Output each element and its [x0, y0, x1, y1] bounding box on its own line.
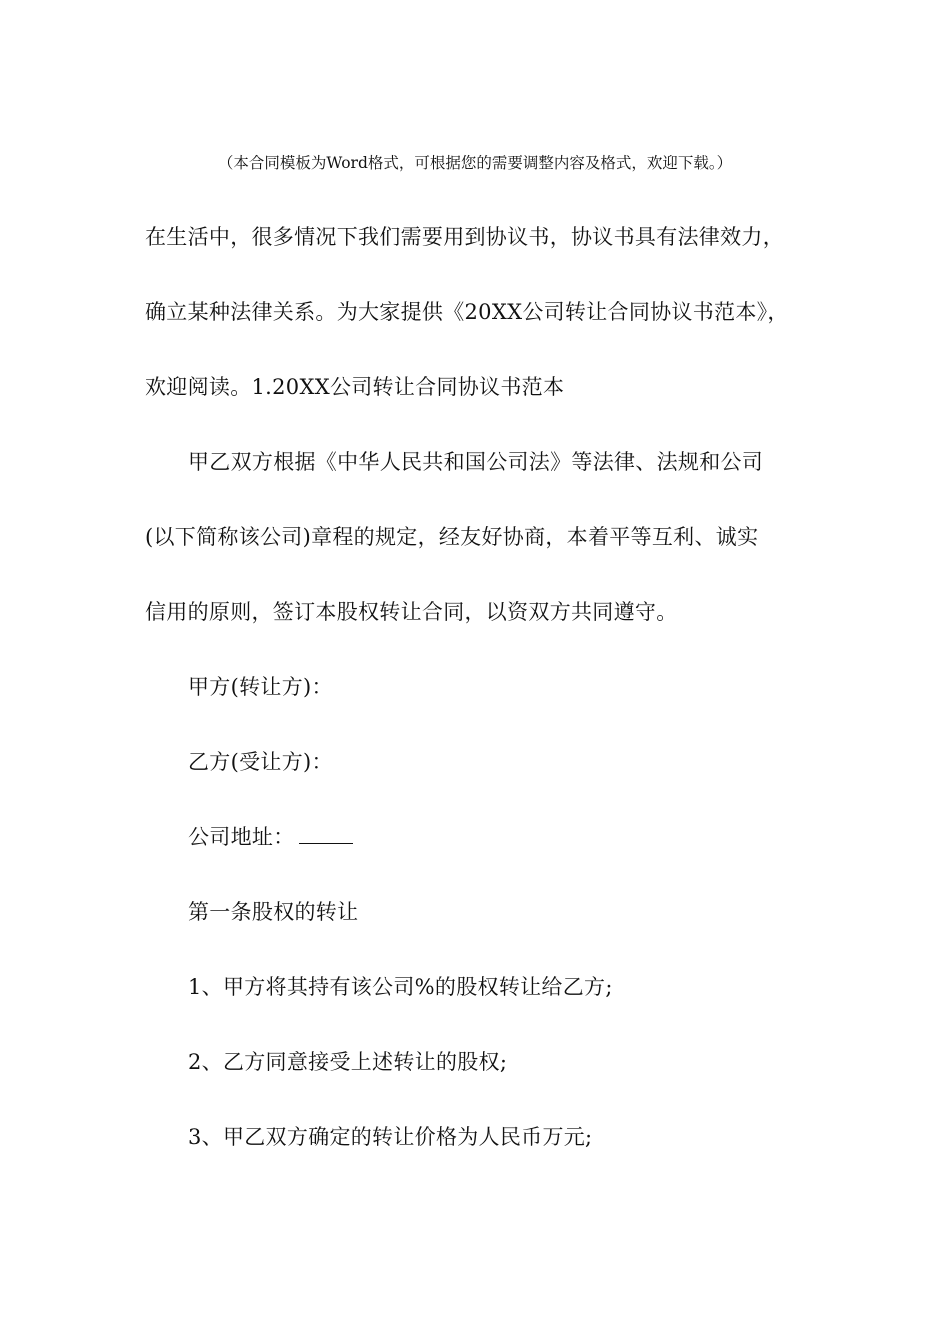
article-1-item-2: 2、乙方同意接受上述转让的股权;	[188, 1050, 508, 1074]
intro-line-3: 欢迎阅读。1.20XX公司转让合同协议书范本	[145, 375, 565, 399]
company-address-label: 公司地址：	[188, 825, 295, 849]
preamble-line-1: 甲乙双方根据《中华人民共和国公司法》等法律、法规和公司	[188, 450, 764, 474]
company-address-row	[188, 822, 353, 852]
article-1-title: 第一条股权的转让	[188, 900, 359, 924]
intro-line-1: 在生活中，很多情况下我们需要用到协议书，协议书具有法律效力，	[145, 225, 784, 249]
preamble-line-2: (以下简称该公司)章程的规定，经友好协商，本着平等互利、诚实	[145, 525, 759, 549]
party-b-label: 乙方(受让方)：	[188, 750, 333, 774]
party-a-label: 甲方(转让方)：	[188, 675, 333, 699]
article-1-item-3: 3、甲乙双方确定的转让价格为人民币万元;	[188, 1125, 593, 1149]
intro-line-2: 确立某种法律关系。为大家提供《20XX公司转让合同协议书范本》，	[145, 300, 789, 324]
article-1-item-1: 1、甲方将其持有该公司%的股权转让给乙方;	[188, 975, 613, 999]
company-address-blank	[299, 825, 353, 844]
preamble-line-3: 信用的原则，签订本股权转让合同，以资双方共同遵守。	[145, 600, 678, 624]
template-note: （本合同模板为Word格式，可根据您的需要调整内容及格式，欢迎下载。）	[217, 154, 733, 172]
